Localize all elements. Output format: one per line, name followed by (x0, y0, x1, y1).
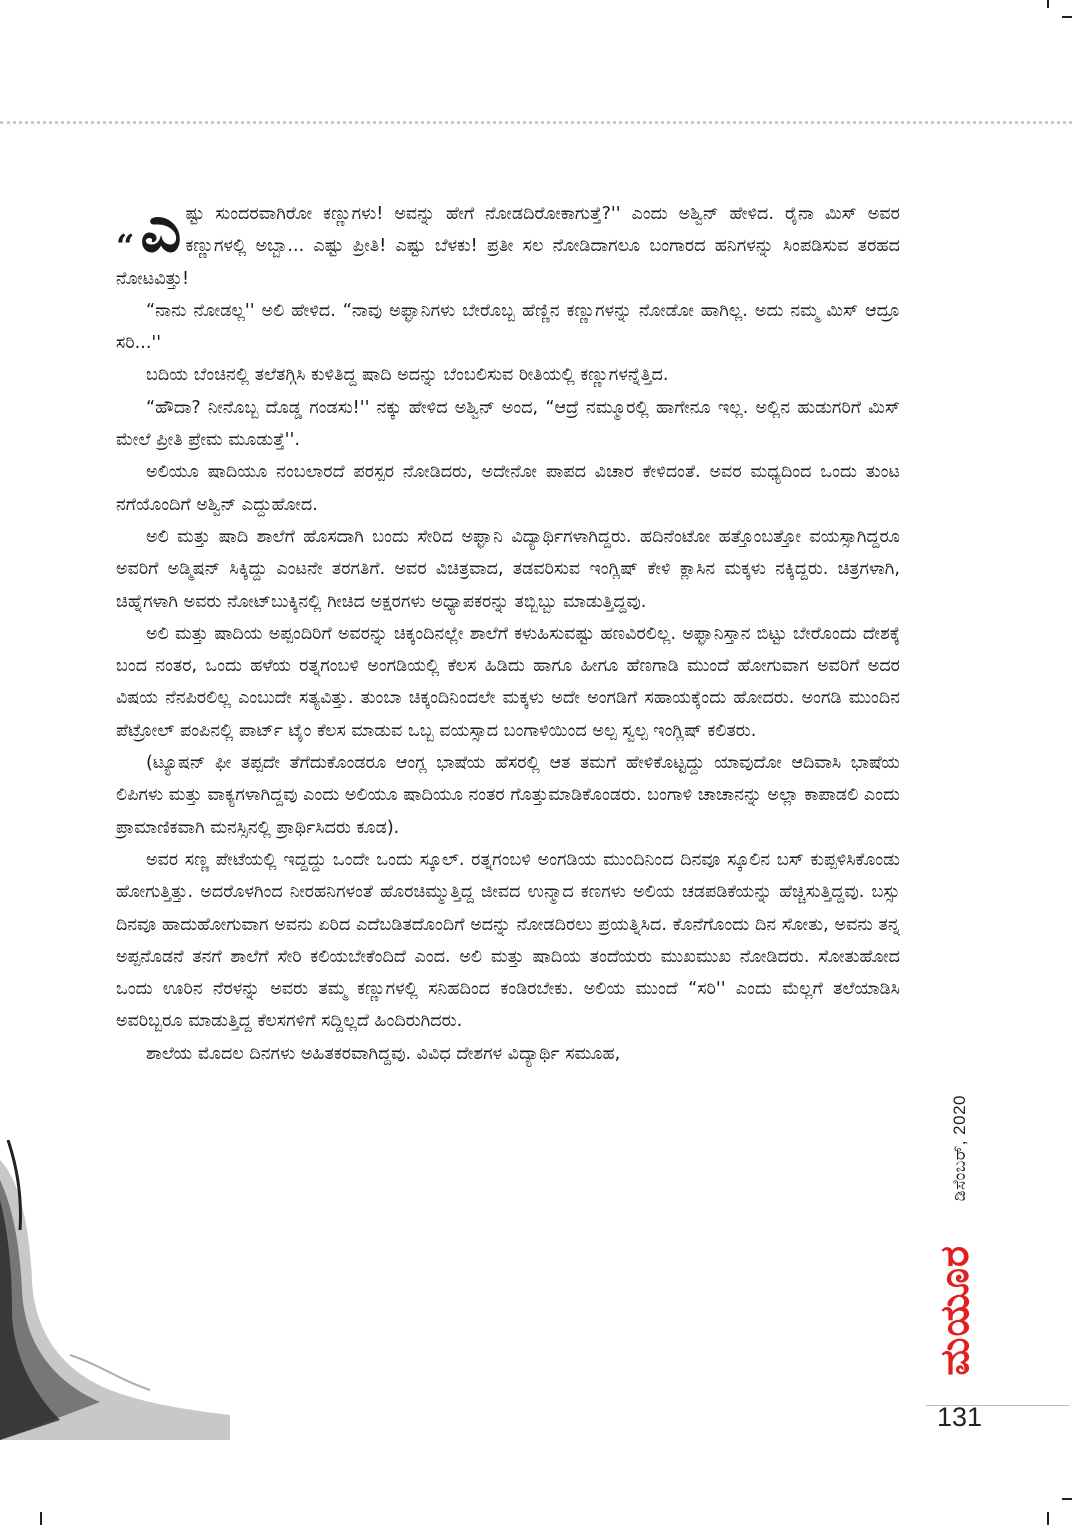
crop-mark-right-bottom (1062, 1498, 1072, 1500)
story-illustration (0, 1140, 240, 1440)
article-paragraph: (ಟ್ಯೂಷನ್ ಫೀ ತಪ್ಪದೇ ತೆಗೆದುಕೊಂಡರೂ ಆಂಗ್ಲ ಭಾಷೆಯ ಹೆಸರಲ್ಲಿ ಆತ ತಮಗೆ ಹೇಳಿಕೊಟ್ಟದ್ದು ಯಾವುದೋ ಆದಿವಾಸಿ ಭಾಷೆಯ ಲಿಪಿಗಳು ಮತ್ತು ವಾಕ್ಯಗಳಾಗಿದ್ದವು ಎಂದು ಅಲಿಯೂ ಷಾದಿಯೂ ನಂತರ ಗೊತ್ತುಮಾಡಿಕೊಂಡರು. ಬಂಗಾಳಿ ಚಾಚಾನನ್ನು ಅಲ್ಲಾ ಕಾಪಾಡಲಿ ಎಂದು ಪ್ರಾಮಾಣಿಕವಾಗಿ ಮನಸ್ಸಿನಲ್ಲಿ ಪ್ರಾರ್ಥಿಸಿದರು ಕೂಡ). (116, 753, 900, 838)
article-paragraph: ಬದಿಯ ಬೆಂಚಿನಲ್ಲಿ ತಲೆತಗ್ಗಿಸಿ ಕುಳಿತಿದ್ದ ಷಾದಿ ಅದನ್ನು ಬೆಂಬಲಿಸುವ ರೀತಿಯಲ್ಲಿ ಕಣ್ಣುಗಳನ್ನೆತ್ತಿದ. (146, 365, 669, 386)
crop-mark-right-top (1062, 16, 1072, 18)
article-paragraph: “ಹೌದಾ? ನೀನೊಬ್ಬ ದೊಡ್ಡ ಗಂಡಸು!'' ನಕ್ಕು ಹೇಳಿದ ಅಶ್ವಿನ್ ಅಂದ, “ಆದ್ರೆ ನಮ್ಮೂರಲ್ಲಿ ಹಾಗೇನೂ ಇಲ್ಲ. ಅಲ್ಲಿನ ಹುಡುಗರಿಗೆ ಮಿಸ್ ಮೇಲೆ ಪ್ರೀತಿ ಪ್ರೇಮ ಮೂಡುತ್ತೆ''. (116, 397, 900, 451)
page-number: 131 (937, 1402, 983, 1432)
article-paragraph: “ನಾನು ನೋಡಲ್ಲ'' ಅಲಿ ಹೇಳಿದ. “ನಾವು ಅಫ್ಘಾನಿಗಳು ಬೇರೊಬ್ಬ ಹೆಣ್ಣಿನ ಕಣ್ಣುಗಳನ್ನು ನೋಡೋ ಹಾಗಿಲ್ಲ. ಅದು ನಮ್ಮ ಮಿಸ್ ಆದ್ರೂ ಸರಿ...'' (116, 300, 900, 354)
paragraph-1-text: ಷ್ಟು ಸುಂದರವಾಗಿರೋ ಕಣ್ಣುಗಳು! ಅವನ್ನು ಹೇಗೆ ನೋಡದಿರೋಕಾಗುತ್ತೆ?'' ಎಂದು ಅಶ್ವಿನ್ ಹೇಳಿದ. ರೈನಾ ಮಿಸ್ ಅವರ ಕಣ್ಣುಗಳಲ್ಲಿ ಅಬ್ಬಾ... ಎಷ್ಟು ಪ್ರೀತಿ! ಎಷ್ಟು ಬೆಳಕು! ಪ್ರತೀ ಸಲ ನೋಡಿದಾಗಲೂ ಬಂಗಾರದ ಹನಿಗಳನ್ನು ಸಿಂಪಡಿಸುವ ತರಹದ ನೋಟವಿತ್ತು! (116, 204, 900, 289)
issue-date: ಡಿಸೆಂಬರ್, 2020 (950, 1095, 969, 1202)
header-dotted-rule (0, 121, 1072, 124)
article-paragraph: ಅವರ ಸಣ್ಣ ಪೇಟೆಯಲ್ಲಿ ಇದ್ದದ್ದು ಒಂದೇ ಒಂದು ಸ್ಕೂಲ್. ರತ್ನಗಂಬಳಿ ಅಂಗಡಿಯ ಮುಂದಿನಿಂದ ದಿನವೂ ಸ್ಕೂಲಿನ ಬಸ್ ಕುಪ್ಪಳಿಸಿಕೊಂಡು ಹೋಗುತ್ತಿತ್ತು. ಅದರೊಳಗಿಂದ ನೀರಹನಿಗಳಂತೆ ಹೊರಚಿಮ್ಮುತ್ತಿದ್ದ ಜೀವದ ಉನ್ಮಾದ ಕಣಗಳು ಅಲಿಯ ಚಡಪಡಿಕೆಯನ್ನು ಹೆಚ್ಚಿಸುತ್ತಿದ್ದವು. ಬಸ್ಸು ದಿನವೂ ಹಾದುಹೋಗುವಾಗ ಅವನು ಏರಿದ ಎದೆಬಡಿತದೊಂದಿಗೆ ಅದನ್ನು ನೋಡದಿರಲು ಪ್ರಯತ್ನಿಸಿದ. ಕೊನೆಗೊಂದು ದಿನ ಸೋತು, ಅವನು ತನ್ನ ಅಪ್ಪನೊಡನೆ ತನಗೆ ಶಾಲೆಗೆ ಸೇರಿ ಕಲಿಯಬೇಕೆಂದಿದೆ ಎಂದ. ಅಲಿ ಮತ್ತು ಷಾದಿಯ ತಂದೆಯರು ಮುಖಮುಖ ನೋಡಿದರು. ಸೋತುಹೋದ ಒಂದು ಊರಿನ ನೆರಳನ್ನು ಅವರು ತಮ್ಮ ಕಣ್ಣುಗಳಲ್ಲಿ ಸನಿಹದಿಂದ ಕಂಡಿರಬೇಕು. ಅಲಿಯ ಮುಂದೆ “ಸರಿ'' ಎಂದು ಮೆಲ್ಲಗೆ ತಲೆಯಾಡಿಸಿ ಅವರಿಬ್ಬರೂ ಮಾಡುತ್ತಿದ್ದ ಕೆಲಸಗಳಿಗೆ ಸದ್ದಿಲ್ಲದೆ ಹಿಂದಿರುಗಿದರು. (116, 849, 900, 1032)
crop-mark-top (1047, 0, 1049, 8)
open-quote-mark: “ (116, 227, 135, 265)
article-paragraph: ಅಲಿಯೂ ಷಾದಿಯೂ ನಂಬಲಾರದೆ ಪರಸ್ಪರ ನೋಡಿದರು, ಅದೇನೋ ಪಾಪದ ವಿಚಾರ ಕೇಳಿದಂತೆ. ಅವರ ಮಧ್ಯದಿಂದ ಒಂದು ತುಂಟ ನಗೆಯೊಂದಿಗೆ ಅಶ್ವಿನ್ ಎದ್ದುಹೋದ. (116, 462, 900, 515)
article-paragraph: ಶಾಲೆಯ ಮೊದಲ ದಿನಗಳು ಅಹಿತಕರವಾಗಿದ್ದವು. ವಿವಿಧ ದೇಶಗಳ ವಿದ್ಯಾರ್ಥಿ ಸಮೂಹ, (146, 1043, 621, 1064)
drop-cap-letter: ಎ (140, 193, 182, 267)
crop-mark-bottom-left (40, 1512, 42, 1525)
crop-mark-bottom-right (1047, 1512, 1049, 1525)
article-paragraph: ಅಲಿ ಮತ್ತು ಷಾದಿ ಶಾಲೆಗೆ ಹೊಸದಾಗಿ ಬಂದು ಸೇರಿದ ಅಫ್ಘಾನಿ ವಿದ್ಯಾರ್ಥಿಗಳಾಗಿದ್ದರು. ಹದಿನೆಂಟೋ ಹತ್ತೊಂಬತ್ತೋ ವಯಸ್ಸಾಗಿದ್ದರೂ ಅವರಿಗೆ ಅಡ್ಮಿಷನ್ ಸಿಕ್ಕಿದ್ದು ಎಂಟನೇ ತರಗತಿಗೆ. ಅವರ ವಿಚಿತ್ರವಾದ, ತಡವರಿಸುವ ಇಂಗ್ಲಿಷ್ ಕೇಳಿ ಕ್ಲಾಸಿನ ಮಕ್ಕಳು ನಕ್ಕಿದ್ದರು. ಚಿತ್ರಗಳಾಗಿ, ಚಿಹ್ನೆಗಳಾಗಿ ಅವರು ನೋಟ್‌ಬುಕ್ಕಿನಲ್ಲಿ ಗೀಚಿದ ಅಕ್ಷರಗಳು ಅಧ್ಯಾಪಕರನ್ನು ತಬ್ಬಿಬ್ಬು ಮಾಡುತ್ತಿದ್ದವು. (116, 526, 900, 612)
drop-cap (116, 193, 182, 267)
article-paragraph-1 (116, 193, 900, 295)
article-paragraph: ಅಲಿ ಮತ್ತು ಷಾದಿಯ ಅಪ್ಪಂದಿರಿಗೆ ಅವರನ್ನು ಚಿಕ್ಕಂದಿನಲ್ಲೇ ಶಾಲೆಗೆ ಕಳುಹಿಸುವಷ್ಟು ಹಣವಿರಲಿಲ್ಲ. ಅಫ್ಘಾನಿಸ್ತಾನ ಬಿಟ್ಟು ಬೇರೊಂದು ದೇಶಕ್ಕೆ ಬಂದ ನಂತರ, ಒಂದು ಹಳೆಯ ರತ್ನಗಂಬಳಿ ಅಂಗಡಿಯಲ್ಲಿ ಕೆಲಸ ಹಿಡಿದು ಹಾಗೂ ಹೀಗೂ ಹೆಣಗಾಡಿ ಮುಂದೆ ಹೋಗುವಾಗ ಅವರಿಗೆ ಅದರ ವಿಷಯ ನೆನಪಿರಲಿಲ್ಲ ಎಂಬುದೇ ಸತ್ಯವಿತ್ತು. ತುಂಬಾ ಚಿಕ್ಕಂದಿನಿಂದಲೇ ಮಕ್ಕಳು ಅದೇ ಅಂಗಡಿಗೆ ಸಹಾಯಕ್ಕೆಂದು ಹೋದರು. ಅಂಗಡಿ ಮುಂದಿನ ಪೆಟ್ರೋಲ್ ಪಂಪಿನಲ್ಲಿ ಪಾರ್ಟ್ ಟೈಂ ಕೆಲಸ ಮಾಡುವ ಒಬ್ಬ ವಯಸ್ಸಾದ ಬಂಗಾಳಿಯಿಂದ ಅಲ್ಪ ಸ್ವಲ್ಪ ಇಂಗ್ಲಿಷ್ ಕಲಿತರು. (116, 623, 900, 741)
magazine-logo: ಮಯೂರ (932, 1245, 978, 1376)
article-body (116, 193, 900, 1070)
